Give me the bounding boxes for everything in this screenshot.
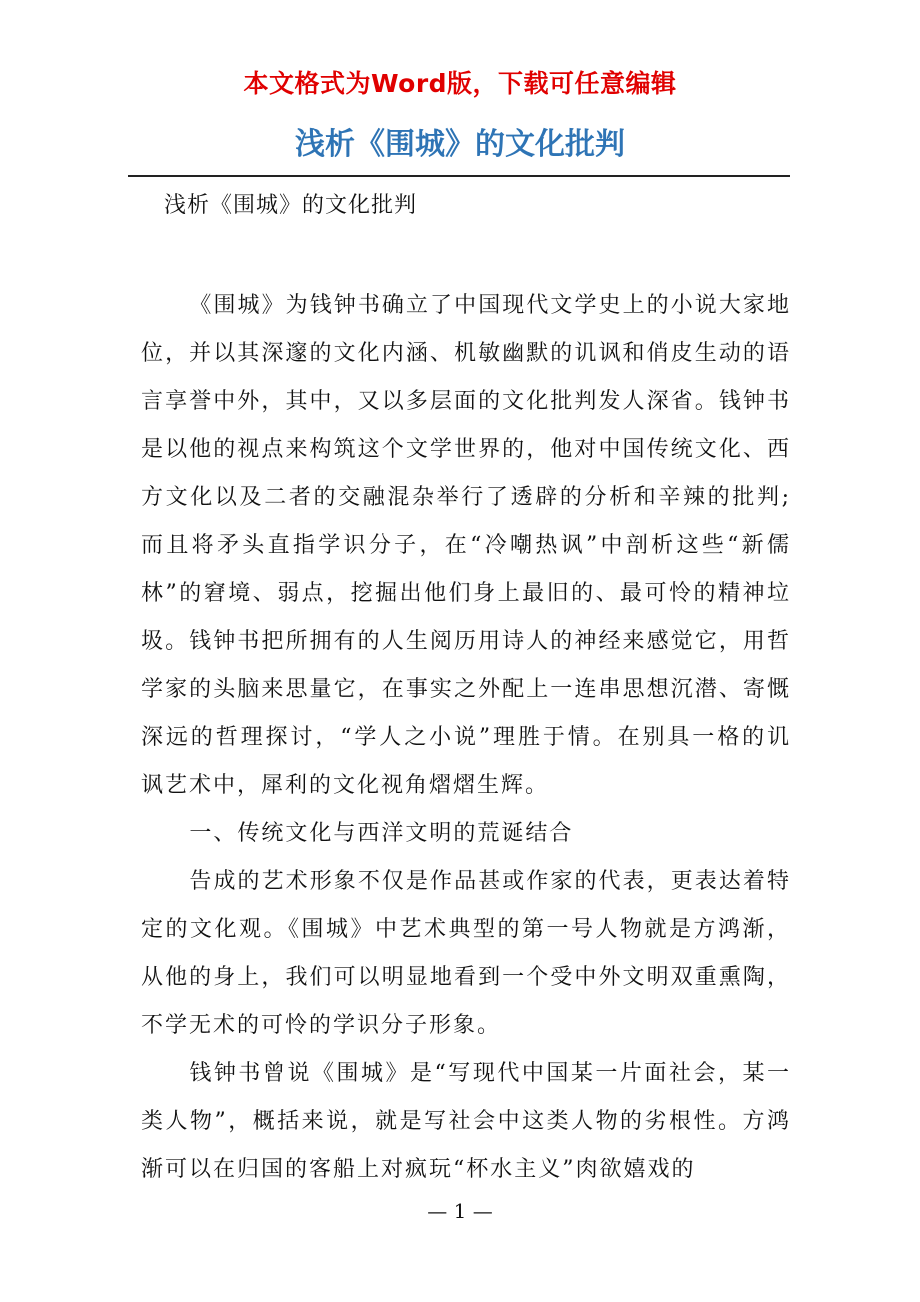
page-title: 浅析《围城》的文化批判 [295, 127, 625, 162]
format-notice: 本文格式为Word版，下载可任意编辑 [243, 69, 677, 98]
paragraph-qian-quote: 钱钟书曾说《围城》是“写现代中国某一片面社会，某一类人物”，概括来说，就是写社会中这类人物的劣根性。方鸿渐可以在归国的客船上对疯玩“杯水主义”肉欲嬉戏的 [141, 1061, 791, 1182]
document-subtitle: 浅析《围城》的文化批判 [164, 193, 418, 218]
paragraph-fang-hongjian: 告成的艺术形象不仅是作品甚或作家的代表，更表达着特定的文化观。《围城》中艺术典型的第一号人物就是方鸿渐，从他的身上，我们可以明显地看到一个受中外文明双重熏陶，不学无术的可怜的学识分子形象。 [141, 869, 791, 1038]
title-divider [128, 175, 790, 177]
page-number: — 1 — [427, 1199, 493, 1223]
body-text [141, 282, 791, 1194]
section-heading: 一、传统文化与西洋文明的荒诞结合 [189, 821, 574, 846]
paragraph-intro: 《围城》为钱钟书确立了中国现代文学史上的小说大家地位，并以其深邃的文化内涵、机敏幽默的讥讽和俏皮生动的语言享誉中外，其中，又以多层面的文化批判发人深省。钱钟书是以他的视点来构筑这个文学世界的，他对中国传统文化、西方文化以及二者的交融混杂举行了透辟的分析和辛辣的批判;而且将矛头直指学识分子，在“冷嘲热讽”中剖析这些“新儒林”的窘境、弱点，挖掘出他们身上最旧的、最可怜的精神垃圾。钱钟书把所拥有的人生阅历用诗人的神经来感觉它，用哲学家的头脑来思量它，在事实之外配上一连串思想沉潜、寄慨深远的哲理探讨，“学人之小说”理胜于情。在别具一格的讥讽艺术中，犀利的文化视角熠熠生辉。 [141, 293, 791, 798]
